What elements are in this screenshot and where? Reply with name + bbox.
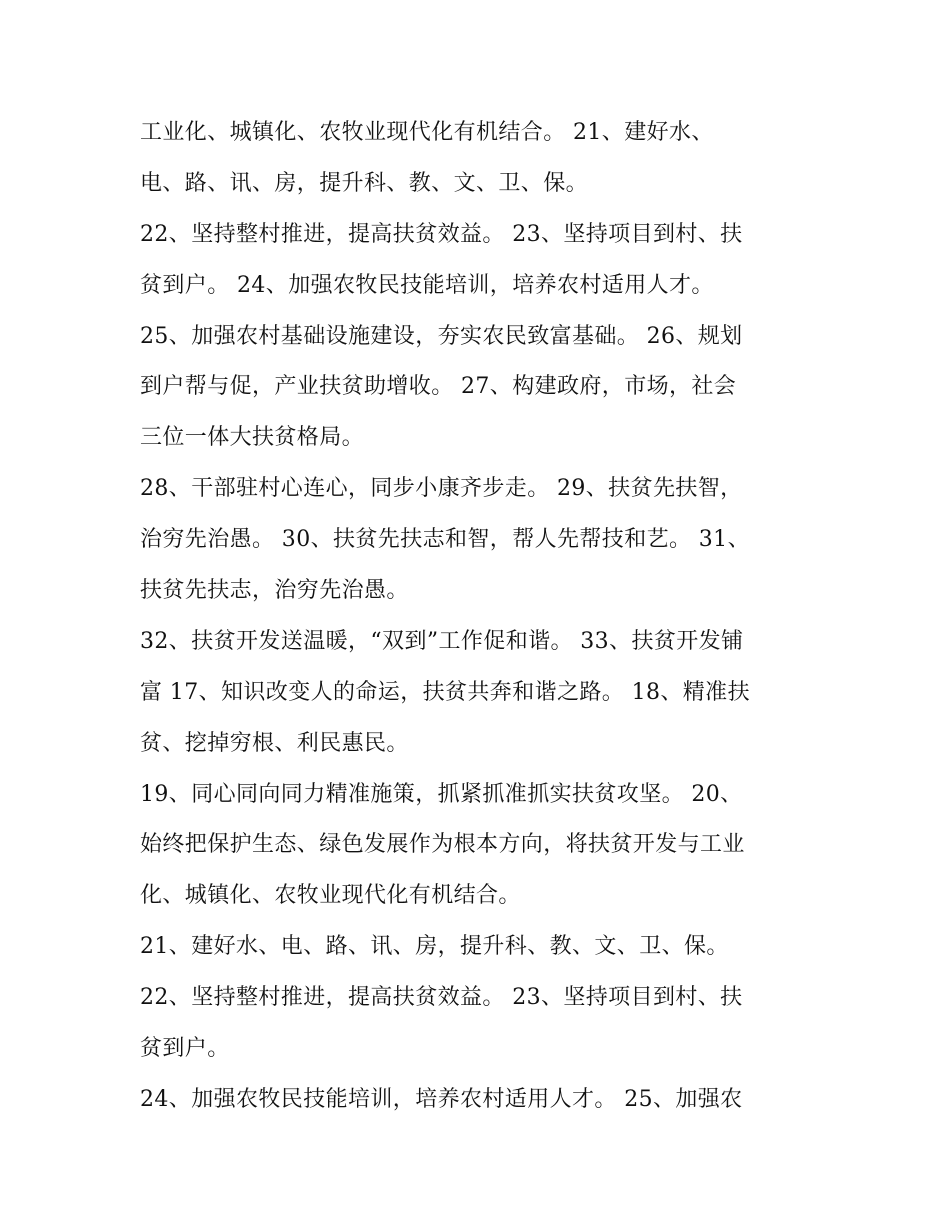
text-line: 32、扶贫开发送温暖，“双到”工作促和谐。 33、扶贫开发铺: [140, 628, 744, 654]
text-line: 电、路、讯、房，提升科、教、文、卫、保。: [140, 170, 589, 196]
text-line: 28、干部驻村心连心，同步小康齐步走。 29、扶贫先扶智，: [140, 476, 743, 502]
text-line: 化、城镇化、农牧业现代化有机结合。: [140, 883, 521, 909]
text-line: 19、同心同向同力精准施策，抓紧抓准抓实扶贫攻坚。 20、: [140, 781, 743, 807]
text-line: 22、坚持整村推进，提高扶贫效益。 23、坚持项目到村、扶: [140, 221, 743, 247]
text-line: 工业化、城镇化、农牧业现代化有机结合。 21、建好水、: [140, 120, 714, 145]
text-line: 25、加强农村基础设施建设，夯实农民致富基础。 26、规划: [140, 323, 743, 349]
text-line: 22、坚持整村推进，提高扶贫效益。 23、坚持项目到村、扶: [140, 985, 743, 1011]
text-line: 三位一体大扶贫格局。: [140, 425, 365, 451]
text-line: 富 17、知识改变人的命运，扶贫共奔和谐之路。 18、精准扶: [140, 679, 750, 705]
text-line: 扶贫先扶志，治穷先治愚。: [140, 578, 409, 604]
text-line: 贫到户。 24、加强农牧民技能培训，培养农村适用人才。: [140, 272, 714, 298]
body-text: [140, 108, 830, 1126]
text-line: 贫到户。: [140, 1036, 230, 1062]
text-line: 24、加强农牧民技能培训，培养农村适用人才。 25、加强农: [140, 1086, 743, 1112]
text-line: 治穷先治愚。 30、扶贫先扶志和智，帮人先帮技和艺。 31、: [140, 527, 750, 553]
text-line: 贫、挖掉穷根、利民惠民。: [140, 730, 409, 756]
text-line: 21、建好水、电、路、讯、房，提升科、教、文、卫、保。: [140, 934, 729, 960]
text-line: 到户帮与促，产业扶贫助增收。 27、构建政府，市场，社会: [140, 374, 737, 400]
text-line: 始终把保护生态、绿色发展作为根本方向，将扶贫开发与工业: [140, 832, 745, 858]
